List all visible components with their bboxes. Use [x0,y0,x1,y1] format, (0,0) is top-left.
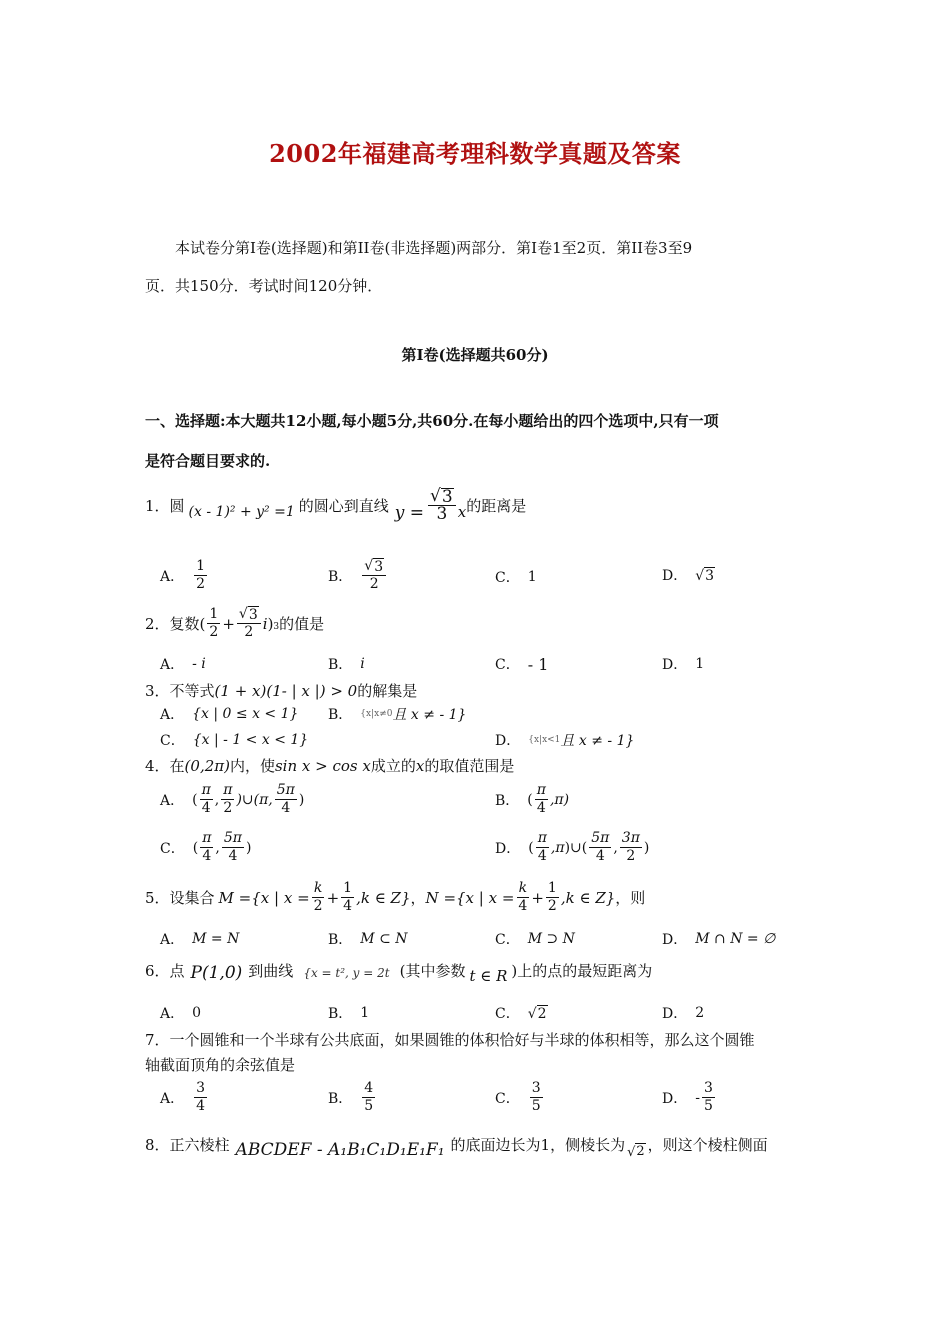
instructions-line-2: 是符合题目要求的. [145,452,271,470]
q4-option-c[interactable]: C． ( $\frac{\pi}{4}$ , $\frac{5\pi}{4}$ ) [160,830,252,864]
q2-option-b[interactable]: B． i [328,656,365,673]
q6-option-a[interactable]: A． 0 [160,1005,202,1022]
q6-option-b[interactable]: B． 1 [328,1005,370,1022]
question-7-line-1: 7．一个圆锥和一个半球有公共底面，如果圆锥的体积恰好与半球的体积相等，那么这个圆锥 [145,1031,755,1049]
q4-option-a[interactable]: A． ( $\frac{\pi}{4}$ , $\frac{\pi}{2}$ )∪(π, $\frac{5\pi}{4}$ ) [160,782,305,816]
question-1 [145,488,526,523]
q1-line-fraction: √ 3 3 [428,488,456,523]
q3-option-d[interactable]: D． {x|x<1 且 x ≠ - 1} [495,733,635,749]
q3-option-c[interactable]: C． {x | - 1 < x < 1} [160,732,309,749]
q1-var: x [457,502,467,521]
q1-option-b[interactable]: B． √ 3 2 [328,558,388,593]
question-5: 5．设集合 M ={x | x = $\frac{k}{2}$ + $\frac{1}{4}$ ,k ∈ Z} ， N ={x | x = $\frac{k}{4}$ + $\frac{1}{2}$ ,k ∈ Z} ，则 [145,880,646,914]
question-4: 4．在(0,2π)内，使sin x > cos x成立的x的取值范围是 [145,757,515,775]
q1-tail: 的距离是 [466,497,527,515]
q3-option-a[interactable]: A． {x | 0 ≤ x < 1} [160,706,299,723]
q5-option-b[interactable]: B． M ⊂ N [328,931,408,948]
q8-prism: ABCDEF - A₁B₁C₁D₁E₁F₁ [235,1140,445,1160]
q1-option-c[interactable]: C． 1 [495,569,537,586]
q2-number: 2．复数 [145,615,200,633]
section-title: 第I卷(选择题共60分) [401,346,549,364]
q7-option-a[interactable]: A． $\frac{3}{4}$ [160,1080,206,1114]
q1-number: 1．圆 [145,497,185,515]
q7-option-b[interactable]: B． $\frac{4}{5}$ [328,1080,374,1114]
intro-line-1: 本试卷分第I卷(选择题)和第II卷(非选择题)两部分．第I卷1至2页．第II卷3至9 [175,239,693,257]
q7-option-d[interactable]: D． - $\frac{3}{5}$ [662,1080,713,1114]
q3-option-b[interactable]: B． {x|x≠0 且 x ≠ - 1} [328,707,467,723]
question-2: 2．复数 ( $\frac{1}{2}$ + √ 3 2 i ) 3 的值是 [145,606,325,640]
intro-line-2: 页．共150分．考试时间120分钟． [145,277,383,295]
q2-option-a[interactable]: A． - i [160,656,206,673]
q4-option-d[interactable]: D． ( $\frac{\pi}{4}$ , π )∪( $\frac{5\pi}{4}$ , $\frac{3\pi}{2}$ ) [495,830,650,864]
page-title: 2002年福建高考理科数学真题及答案 [269,139,681,168]
q2-option-c[interactable]: C． - 1 [495,654,549,674]
q1-option-d[interactable]: D． √ 3 [662,567,715,584]
q6-curve: {x = t², y = 2t [303,966,390,980]
instructions-line-1: 一、选择题:本大题共12小题,每小题5分,共60分.在每小题给出的四个选项中,只有一项 [145,412,719,430]
q6-option-c[interactable]: C． √ 2 [495,1005,547,1022]
question-7-line-2: 轴截面顶角的余弦值是 [145,1056,296,1074]
q7-option-c[interactable]: C． $\frac{3}{5}$ [495,1080,541,1114]
q6-option-d[interactable]: D． 2 [662,1005,705,1022]
question-6: 6．点 P(1,0) 到曲线 {x = t², y = 2t (其中参数 t ∈ R )上的点的最短距离为 [145,961,653,985]
q3-inequality: (1 + x)(1- | x |) > 0 [214,682,358,700]
question-8: 8．正六棱柱 ABCDEF - A₁B₁C₁D₁E₁F₁ 的底面边长为1，侧棱长为 √ 2 ，则这个棱柱侧面 [145,1135,768,1160]
q1-option-a[interactable]: A． $\frac{1}{2}$ [160,558,206,592]
q5-option-a[interactable]: A． M = N [160,931,240,948]
q5-option-c[interactable]: C． M ⊃ N [495,931,575,948]
q1-line-lhs: y = [394,502,425,523]
q4-option-b[interactable]: B． ( $\frac{\pi}{4}$ ,π) [495,782,570,816]
q2-option-d[interactable]: D． 1 [662,656,705,673]
q5-option-d[interactable]: D． M ∩ N = ∅ [662,931,776,948]
q1-mid-text: 的圆心到直线 [298,497,389,515]
q1-circle-eq: (x - 1)² + y² =1 [188,503,295,520]
question-3: 3．不等式(1 + x)(1- | x |) > 0的解集是 [145,682,418,700]
